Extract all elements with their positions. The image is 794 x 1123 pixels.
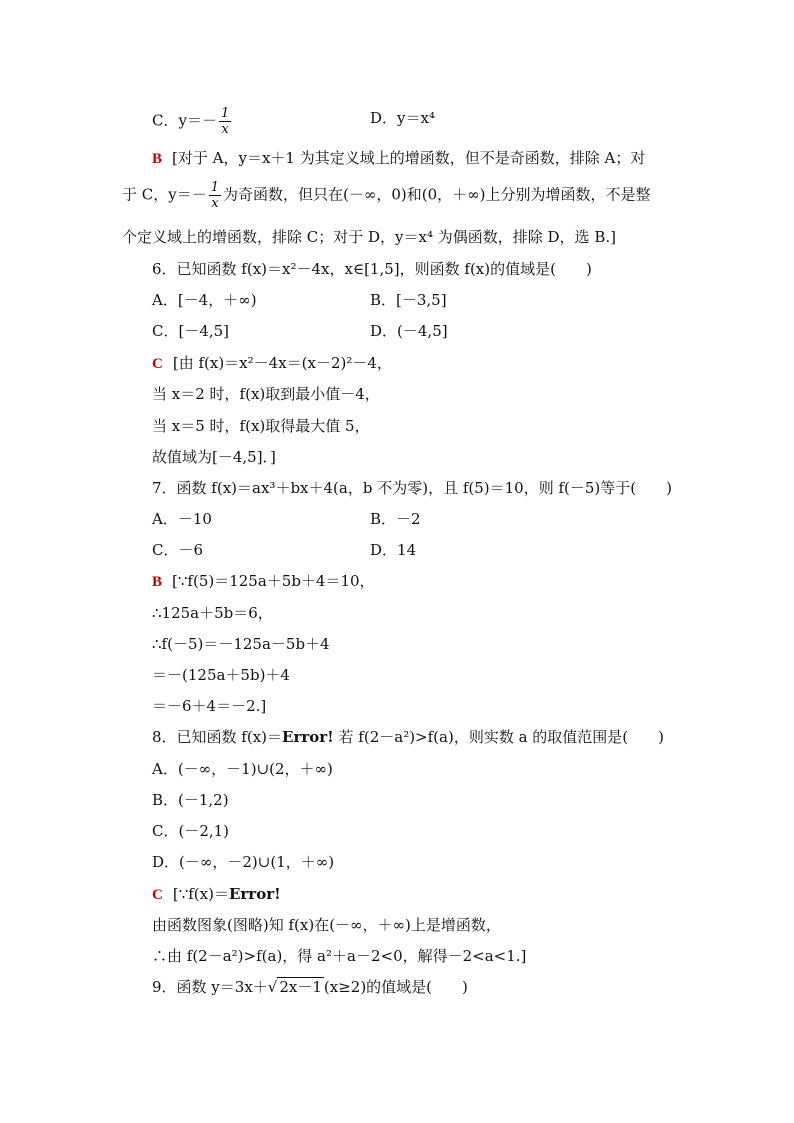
- sqrt-icon: √: [267, 978, 278, 996]
- q8-error-text: Error!: [282, 728, 334, 746]
- q5-answer-line3: 个定义域上的增函数，排除 C；对于 D，y＝x⁴ 为偶函数，排除 D，选 B.]: [122, 228, 616, 246]
- q7-solution-line5: ＝－6＋4＝－2.]: [152, 697, 267, 715]
- q5-option-c-fraction: $\frac{1}{x}$: [220, 106, 230, 137]
- q7-option-b: B．－2: [370, 510, 421, 528]
- q7-stem: 7．函数 f(x)＝ax³＋bx＋4(a，b 不为零)，且 f(5)＝10，则 f(－5)等于( ): [152, 479, 672, 497]
- q7-solution-line2: ∴125a＋5b＝6，: [152, 604, 273, 622]
- q8-option-b: B．(－1,2): [152, 791, 229, 809]
- q7-option-d: D．14: [370, 541, 417, 559]
- q5-explanation-fraction: $\frac{1}{x}$: [210, 180, 220, 211]
- q7-solution-line1: B [∵f(5)＝125a＋5b＋4＝10，: [152, 572, 375, 590]
- q7-option-c: C．－6: [152, 541, 204, 559]
- q5-option-c: C．y＝－ $\frac{1}{x}$: [152, 106, 230, 137]
- q5-answer-letter: B: [152, 151, 163, 167]
- q7-answer-letter: B: [152, 574, 163, 590]
- q8-option-a: A．(－∞，－1)∪(2，＋∞): [152, 760, 333, 778]
- q8-solution-line1: C [∵f(x)＝Error!: [152, 885, 281, 903]
- q6-answer-letter: C: [152, 356, 163, 372]
- q6-solution-line4: 故值域为[－4,5]．]: [152, 448, 276, 466]
- q6-option-b: B．[－3,5]: [370, 291, 447, 309]
- q8-stem: 8．已知函数 f(x)＝Error! 若 f(2－a²)>f(a)，则实数 a 的取值范围是( ): [152, 728, 665, 746]
- q6-option-c: C．[－4,5]: [152, 322, 230, 340]
- q8-solution-error-text: Error!: [228, 885, 281, 903]
- q6-stem: 6．已知函数 f(x)＝x²－4x，x∈[1,5]，则函数 f(x)的值域是( ): [152, 260, 592, 278]
- q6-solution-line1: C [由 f(x)＝x²－4x＝(x－2)²－4，: [152, 354, 392, 372]
- q5-option-d: D．y＝x⁴: [370, 109, 435, 127]
- q6-option-a: A．[－4，＋∞): [152, 291, 257, 309]
- q6-option-d: D．(－4,5]: [370, 322, 448, 340]
- q9-stem: 9．函数 y＝3x＋√ 2x－1 (x≥2)的值域是( ): [152, 978, 468, 996]
- q9-sqrt-content: 2x－1: [279, 978, 322, 996]
- q6-solution-line3: 当 x＝5 时，f(x)取得最大值 5，: [152, 417, 370, 435]
- q7-solution-line4: ＝－(125a＋5b)＋4: [152, 666, 290, 684]
- q7-option-a: A．－10: [152, 510, 212, 528]
- q8-solution-line2: 由函数图象(图略)知 f(x)在(－∞，＋∞)上是增函数，: [152, 916, 501, 934]
- q8-answer-letter: C: [152, 887, 163, 903]
- q8-solution-line3: ∴由 f(2－a²)>f(a)，得 a²＋a－2<0，解得－2<a<1.]: [152, 947, 527, 965]
- q5-answer-line2: 于 C，y＝－ $\frac{1}{x}$ 为奇函数，但只在(－∞，0)和(0，＋∞)上分别为增函数，不是整: [122, 180, 651, 211]
- q5-answer-line1: B [对于 A，y＝x＋1 为其定义域上的增函数，但不是奇函数，排除 A；对: [152, 149, 646, 167]
- q8-option-c: C．(－2,1): [152, 822, 230, 840]
- q7-solution-line3: ∴f(－5)＝－125a－5b＋4: [152, 635, 330, 653]
- q6-solution-line2: 当 x＝2 时，f(x)取到最小值－4，: [152, 385, 380, 403]
- q8-option-d: D．(－∞，－2)∪(1，＋∞): [152, 853, 335, 871]
